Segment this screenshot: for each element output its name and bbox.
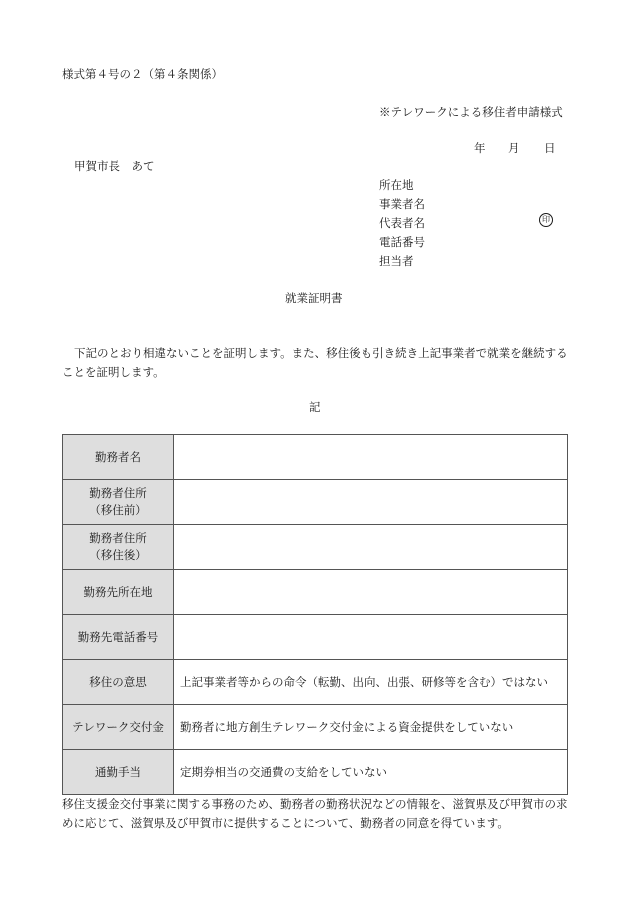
row-value[interactable]: 上記事業者等からの命令（転勤、出向、出張、研修等を含む）ではない [174, 660, 568, 705]
date-year: 年 [474, 141, 486, 155]
representative-label: 代表者名 [379, 216, 425, 230]
table-row [63, 570, 568, 615]
table-row [63, 435, 568, 480]
row-label: 勤務先電話番号 [63, 615, 174, 660]
date-month: 月 [508, 141, 520, 155]
form-type-note: ※テレワークによる移住者申請様式 [379, 105, 563, 119]
sender-block [379, 176, 425, 271]
certification-text: 下記のとおり相違ないことを証明します。また、移住後も引き続き上記事業者で就業を継続することを証明します。 [62, 346, 568, 379]
row-label: 勤務者住所 （移住後） [63, 525, 174, 570]
contact-label: 担当者 [379, 254, 414, 268]
detail-table [62, 434, 568, 795]
row-value[interactable] [174, 525, 568, 570]
row-value[interactable]: 定期券相当の交通費の支給をしていない [174, 750, 568, 795]
document-title: 就業証明書 [285, 291, 343, 305]
addressee: 甲賀市長 あて [74, 159, 155, 173]
row-value[interactable] [174, 615, 568, 660]
row-label: 勤務者住所 （移住前） [63, 480, 174, 525]
business-name-label: 事業者名 [379, 197, 425, 211]
table-row [63, 750, 568, 795]
table-row [63, 480, 568, 525]
row-value[interactable] [174, 570, 568, 615]
table-row [63, 525, 568, 570]
table-row [63, 660, 568, 705]
location-label: 所在地 [379, 178, 414, 192]
row-label: 勤務先所在地 [63, 570, 174, 615]
ki-heading: 記 [309, 400, 321, 414]
row-value[interactable] [174, 435, 568, 480]
seal-mark: 印 [539, 213, 553, 227]
row-value[interactable]: 勤務者に地方創生テレワーク交付金による資金提供をしていない [174, 705, 568, 750]
phone-label: 電話番号 [379, 235, 425, 249]
form-number: 様式第４号の２（第４条関係） [62, 67, 223, 81]
row-label: 勤務者名 [63, 435, 174, 480]
table-row [63, 705, 568, 750]
row-label: 通勤手当 [63, 750, 174, 795]
row-label: 移住の意思 [63, 660, 174, 705]
table-row [63, 615, 568, 660]
date-day: 日 [544, 141, 556, 155]
row-value[interactable] [174, 480, 568, 525]
row-label: テレワーク交付金 [63, 705, 174, 750]
consent-note: 移住支援金交付事業に関する事務のため、勤務者の勤務状況などの情報を、滋賀県及び甲賀市の求めに応じて、滋賀県及び甲賀市に提供することについて、勤務者の同意を得ています。 [62, 797, 568, 830]
date-line [474, 140, 556, 156]
